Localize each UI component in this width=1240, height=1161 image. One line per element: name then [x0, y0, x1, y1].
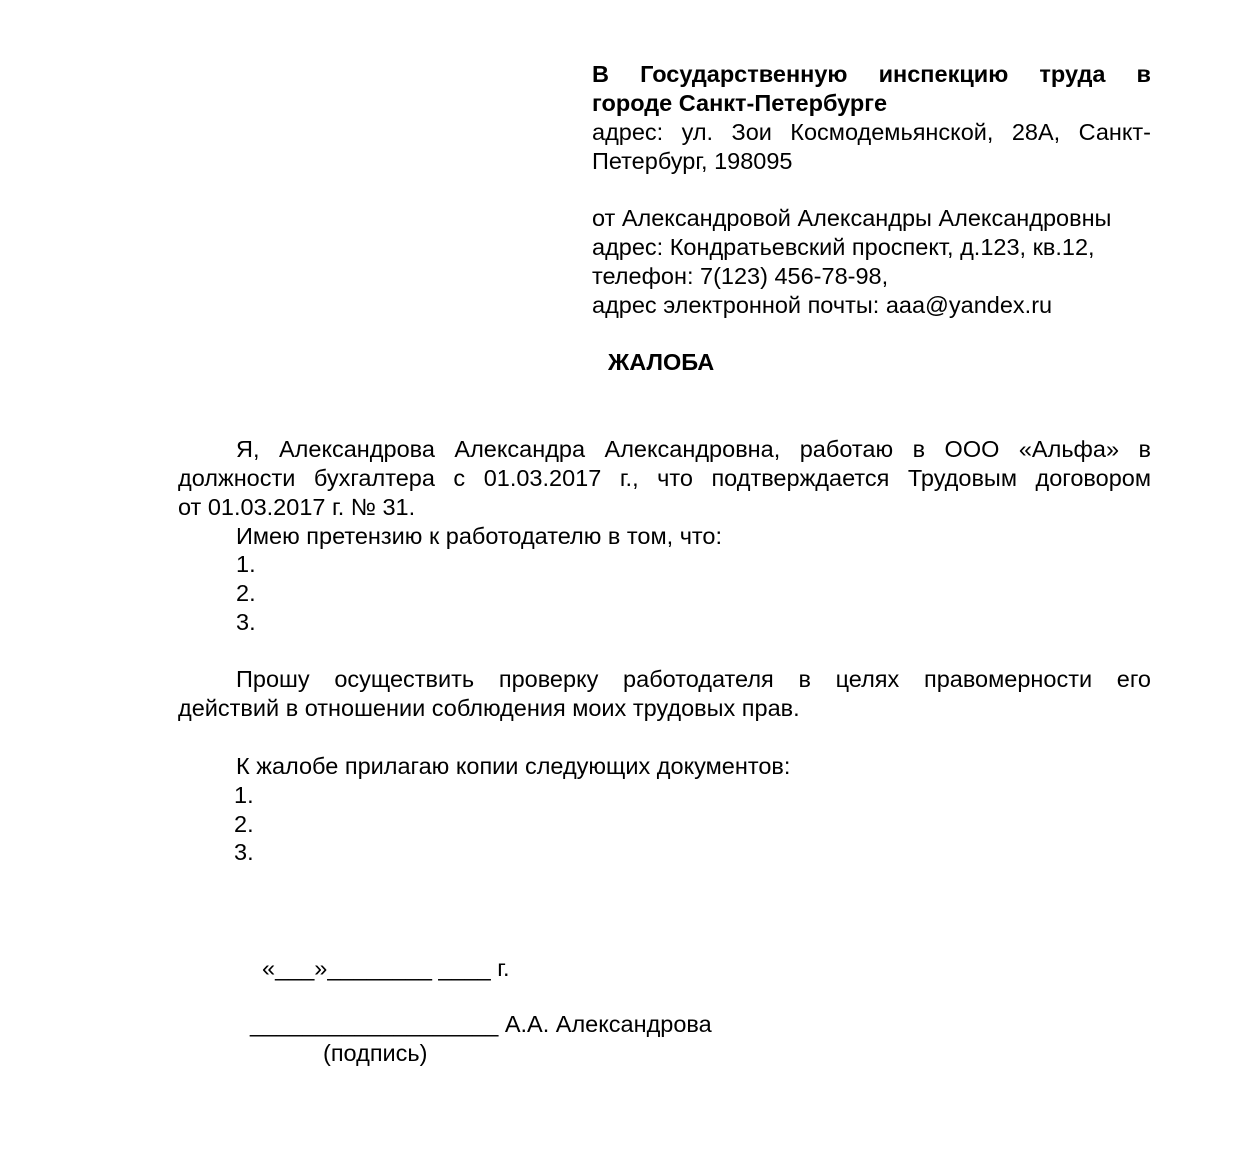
- sender-email: адрес электронной почты: aaa@yandex.ru: [592, 292, 1053, 318]
- signature-caption: (подпись): [323, 1040, 428, 1066]
- claim-item-1: 1.: [236, 551, 256, 577]
- request-line-2: действий в отношении соблюдения моих трудовых прав.: [178, 695, 800, 721]
- attachment-item-3: 3.: [234, 839, 254, 865]
- signature-line: ___________________ А.А. Александрова: [250, 1011, 712, 1037]
- recipient-line-2: городе Санкт-Петербурге: [592, 90, 888, 116]
- attachments-intro: К жалобе прилагаю копии следующих документов:: [236, 753, 791, 779]
- sender-address: адрес: Кондратьевский проспект, д.123, кв.12,: [592, 234, 1095, 260]
- claim-item-3: 3.: [236, 609, 256, 635]
- recipient-line-1: В Государственную инспекцию труда в: [592, 61, 1151, 87]
- recipient-address-line-1: адрес: ул. Зои Космодемьянской, 28А, Санкт-: [592, 119, 1151, 145]
- sender-name: от Александровой Александры Александровны: [592, 205, 1112, 231]
- date-line: «___»________ ____ г.: [262, 955, 510, 981]
- claim-intro: Имею претензию к работодателю в том, что:: [236, 523, 723, 549]
- attachment-item-2: 2.: [234, 811, 254, 837]
- document-title: ЖАЛОБА: [608, 349, 715, 375]
- claim-item-2: 2.: [236, 580, 256, 606]
- intro-line-2: должности бухгалтера с 01.03.2017 г., что подтверждается Трудовым договором: [178, 465, 1151, 491]
- intro-line-3: от 01.03.2017 г. № 31.: [178, 494, 416, 520]
- attachment-item-1: 1.: [234, 782, 254, 808]
- request-line-1: Прошу осуществить проверку работодателя в целях правомерности его: [236, 666, 1151, 692]
- recipient-address-line-2: Петербург, 198095: [592, 148, 793, 174]
- intro-line-1: Я, Александрова Александра Александровна, работаю в ООО «Альфа» в: [236, 436, 1151, 462]
- sender-phone: телефон: 7(123) 456-78-98,: [592, 263, 889, 289]
